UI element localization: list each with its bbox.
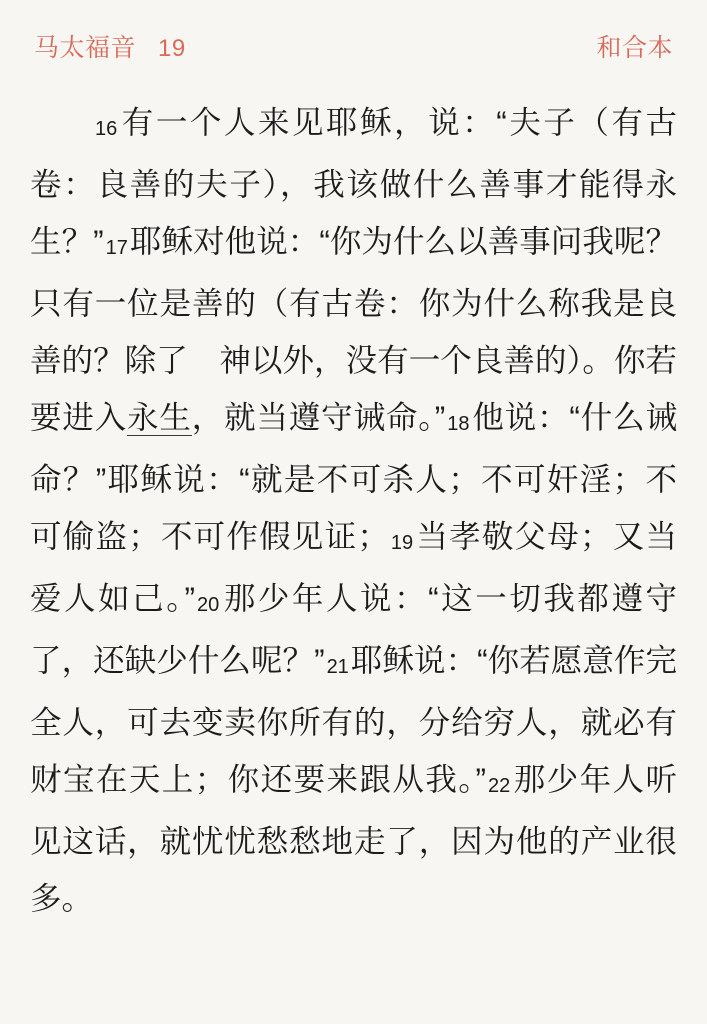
verse-text: 耶稣对他说：“你为什么以善事问我呢？只有一位是善的（有古卷：你为什么称我是良善的？除了 神以外，没有一个良善的）。你若要进入永生，就当遵守诫命。” <box>30 223 677 435</box>
verse-number: 16 <box>95 118 118 140</box>
verse-number: 21 <box>326 656 349 678</box>
verse-number: 17 <box>105 237 128 259</box>
verse-number: 19 <box>390 532 414 554</box>
verse-text: 那少年人说：“这一切我都遵守了，还缺少什么呢？” <box>30 580 677 678</box>
highlighted-word: 永生 <box>127 399 192 435</box>
scripture-body <box>30 94 677 927</box>
verse-number: 18 <box>447 413 470 435</box>
header-left-group <box>34 28 186 64</box>
bible-version-label: 和合本 <box>596 34 673 62</box>
verse-text: 他说：“什么诫命？”耶稣说：“就是不可杀人；不可奸淫；不可偷盗；不可作假见证； <box>30 399 677 554</box>
verse-text: 耶稣说：“你若愿意作完全人，可去变卖你所有的，分给穷人，就必有财宝在天上；你还要来跟从我。” <box>30 642 677 797</box>
verse-text: 当孝敬父母；又当爱人如己。” <box>30 518 677 616</box>
verse-text: 有一个人来见耶稣，说：“夫子（有古卷：良善的夫子），我该做什么善事才能得永生？” <box>30 104 677 259</box>
page-header <box>30 28 677 64</box>
verse-number: 20 <box>197 594 220 616</box>
book-name: 马太福音 <box>34 34 137 62</box>
verse-number: 22 <box>488 775 511 797</box>
chapter-number: 19 <box>158 35 186 62</box>
verse-text: 那少年人听见这话，就忧忧愁愁地走了，因为他的产业很多。 <box>30 761 677 916</box>
